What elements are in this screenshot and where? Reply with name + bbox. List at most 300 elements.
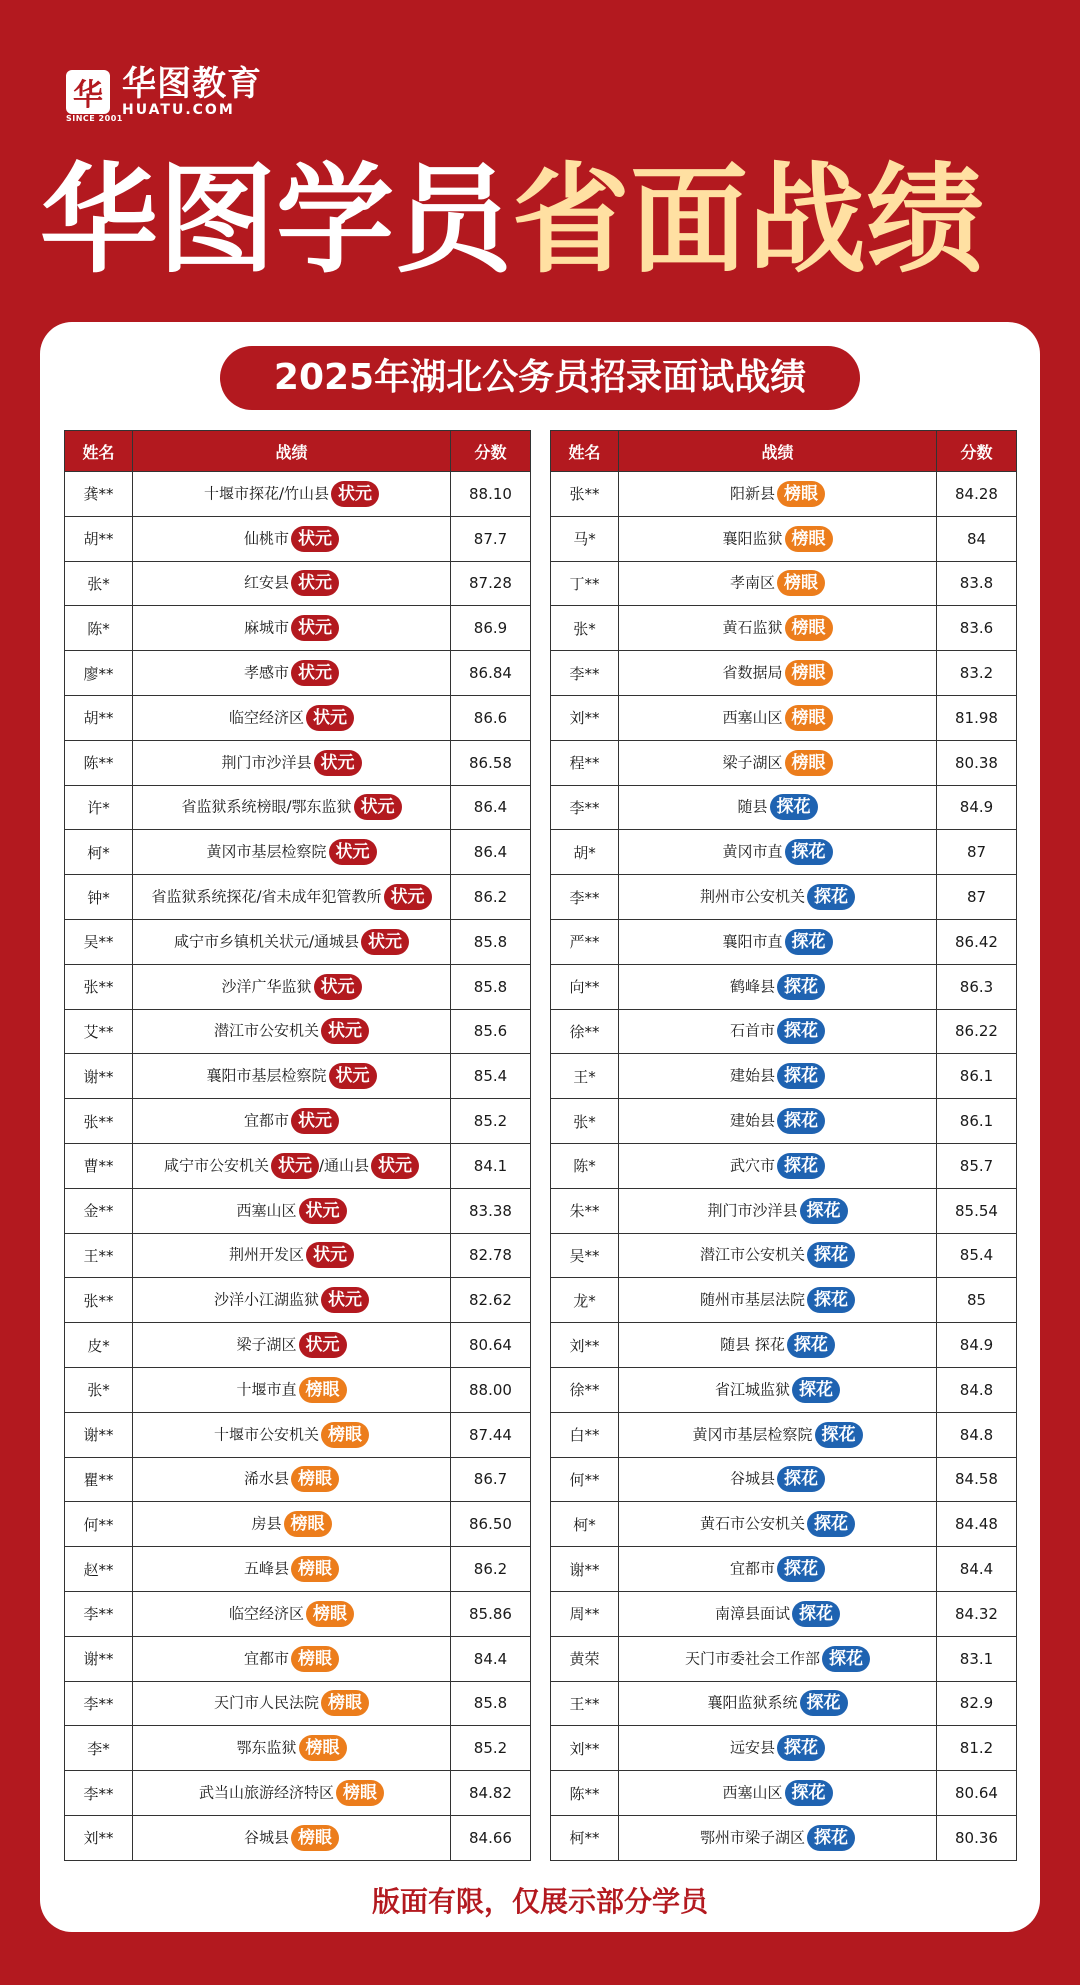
- rank-badge: 探花: [777, 1108, 825, 1134]
- cell-score: 82.62: [451, 1278, 531, 1323]
- col-header-name: 姓名: [551, 431, 619, 472]
- table-row: [551, 695, 1017, 740]
- cell-score: 86.1: [937, 1054, 1017, 1099]
- cell-score: 84.48: [937, 1502, 1017, 1547]
- cell-name: 李**: [551, 875, 619, 920]
- result-text: 黄冈市直: [722, 842, 783, 861]
- cell-result: [133, 1457, 451, 1502]
- rank-badge: 榜眼: [284, 1511, 332, 1537]
- cell-score: 84.9: [937, 785, 1017, 830]
- result-text: 天门市人民法院: [213, 1693, 319, 1712]
- cell-result: [133, 1233, 451, 1278]
- result-text: 沙洋广华监狱: [221, 977, 312, 996]
- cell-score: 83.8: [937, 561, 1017, 606]
- cell-score: 86.2: [451, 875, 531, 920]
- rank-badge: 探花: [807, 1242, 855, 1268]
- cell-score: 88.00: [451, 1367, 531, 1412]
- table-row: [551, 1591, 1017, 1636]
- table-header-row: [551, 431, 1017, 472]
- rank-badge: 榜眼: [299, 1377, 347, 1403]
- rank-badge: 探花: [785, 1780, 833, 1806]
- cell-name: 胡*: [551, 830, 619, 875]
- logo-domain: HUATU.COM: [122, 102, 235, 118]
- cell-name: 龙*: [551, 1278, 619, 1323]
- table-row: [65, 1143, 531, 1188]
- cell-result: [619, 1009, 937, 1054]
- cell-name: 李**: [551, 651, 619, 696]
- rank-badge: 探花: [807, 884, 855, 910]
- headline-yellow: 省面战绩: [512, 151, 985, 289]
- result-text: 咸宁市乡镇机关状元/通城县: [173, 932, 360, 951]
- cell-score: 87.44: [451, 1412, 531, 1457]
- cell-result: [133, 1099, 451, 1144]
- table-row: [65, 1726, 531, 1771]
- result-text: 省监狱系统探花/省未成年犯管教所: [151, 887, 382, 906]
- table-row: [65, 1054, 531, 1099]
- cell-name: 金**: [65, 1188, 133, 1233]
- cell-score: 84.9: [937, 1323, 1017, 1368]
- cell-result: [133, 1636, 451, 1681]
- cell-name: 柯*: [65, 830, 133, 875]
- rank-badge: 探花: [785, 929, 833, 955]
- table-row: [65, 1278, 531, 1323]
- cell-name: 吴**: [65, 919, 133, 964]
- rank-badge: 状元: [329, 839, 377, 865]
- cell-result: [133, 695, 451, 740]
- result-text: 黄石监狱: [722, 618, 783, 637]
- table-row: [551, 919, 1017, 964]
- cell-name: 何**: [551, 1457, 619, 1502]
- cell-score: 85.86: [451, 1591, 531, 1636]
- cell-result: [133, 1502, 451, 1547]
- rank-badge: 状元: [371, 1153, 419, 1179]
- result-text: 武当山旅游经济特区: [198, 1783, 334, 1802]
- rank-badge: 榜眼: [291, 1646, 339, 1672]
- result-text: /通山县: [318, 1156, 370, 1175]
- cell-name: 许*: [65, 785, 133, 830]
- rank-badge: 榜眼: [785, 750, 833, 776]
- result-text: 阳新县: [729, 484, 775, 503]
- cell-name: 朱**: [551, 1188, 619, 1233]
- result-text: 荆州市公安机关: [699, 887, 805, 906]
- cell-result: [619, 561, 937, 606]
- table-row: [65, 1502, 531, 1547]
- cell-name: 廖**: [65, 651, 133, 696]
- logo-since: SINCE 2001: [66, 114, 123, 123]
- cell-score: 84.1: [451, 1143, 531, 1188]
- cell-result: [619, 1636, 937, 1681]
- result-text: 襄阳市基层检察院: [206, 1066, 327, 1085]
- logo-name: 华图教育: [122, 64, 262, 104]
- cell-score: 84.32: [937, 1591, 1017, 1636]
- table-row: [551, 1636, 1017, 1681]
- cell-score: 86.84: [451, 651, 531, 696]
- result-text: 襄阳市直: [722, 932, 783, 951]
- cell-name: 胡**: [65, 516, 133, 561]
- rank-badge: 探花: [800, 1198, 848, 1224]
- table-row: [551, 516, 1017, 561]
- cell-result: [133, 606, 451, 651]
- table-row: [551, 875, 1017, 920]
- logo-mark-icon: 华: [66, 70, 110, 114]
- cell-name: 皮*: [65, 1323, 133, 1368]
- table-row: [65, 1591, 531, 1636]
- cell-name: 张**: [65, 1099, 133, 1144]
- cell-score: 81.2: [937, 1726, 1017, 1771]
- result-text: 黄石市公安机关: [699, 1514, 805, 1533]
- result-text: 建始县: [729, 1111, 775, 1130]
- cell-score: 83.2: [937, 651, 1017, 696]
- rank-badge: 状元: [329, 1063, 377, 1089]
- cell-name: 周**: [551, 1591, 619, 1636]
- cell-score: 83.6: [937, 606, 1017, 651]
- cell-score: 87.7: [451, 516, 531, 561]
- cell-result: [619, 1502, 937, 1547]
- cell-score: 85.7: [937, 1143, 1017, 1188]
- rank-badge: 榜眼: [785, 705, 833, 731]
- cell-result: [619, 472, 937, 517]
- rank-badge: 探花: [777, 1153, 825, 1179]
- rank-badge: 榜眼: [336, 1780, 384, 1806]
- results-table-right: [550, 430, 1017, 1861]
- cell-name: 李**: [65, 1771, 133, 1816]
- cell-name: 白**: [551, 1412, 619, 1457]
- cell-score: 80.36: [937, 1815, 1017, 1860]
- rank-badge: 探花: [792, 1377, 840, 1403]
- footer-note: 版面有限，仅展示部分学员: [371, 1885, 708, 1918]
- rank-badge: 榜眼: [785, 660, 833, 686]
- cell-score: 86.4: [451, 785, 531, 830]
- cell-result: [619, 740, 937, 785]
- table-row: [65, 1771, 531, 1816]
- table-row: [65, 1412, 531, 1457]
- table-body-right: [551, 472, 1017, 1861]
- cell-name: 谢**: [65, 1412, 133, 1457]
- result-text: 天门市委社会工作部: [684, 1649, 820, 1668]
- cell-name: 王*: [551, 1054, 619, 1099]
- cell-name: 徐**: [551, 1367, 619, 1412]
- result-text: 远安县: [729, 1738, 775, 1757]
- cell-score: 84.4: [451, 1636, 531, 1681]
- cell-name: 陈**: [551, 1771, 619, 1816]
- table-row: [551, 1009, 1017, 1054]
- subtitle-pill: 2025年湖北公务员招录面试战绩: [220, 346, 860, 410]
- cell-result: [619, 1681, 937, 1726]
- cell-name: 瞿**: [65, 1457, 133, 1502]
- result-text: 随县: [737, 797, 768, 816]
- col-header-score: 分数: [451, 431, 531, 472]
- table-row: [551, 1278, 1017, 1323]
- result-text: 潜江市公安机关: [213, 1021, 319, 1040]
- cell-name: 何**: [65, 1502, 133, 1547]
- cell-score: 86.9: [451, 606, 531, 651]
- cell-name: 龚**: [65, 472, 133, 517]
- result-text: 荆门市沙洋县: [707, 1201, 798, 1220]
- table-row: [65, 1099, 531, 1144]
- rank-badge: 榜眼: [321, 1422, 369, 1448]
- table-row: [65, 1323, 531, 1368]
- rank-badge: 探花: [777, 974, 825, 1000]
- result-text: 黄冈市基层检察院: [206, 842, 327, 861]
- table-row: [65, 1681, 531, 1726]
- cell-name: 向**: [551, 964, 619, 1009]
- cell-result: [133, 1726, 451, 1771]
- cell-name: 黄荣: [551, 1636, 619, 1681]
- rank-badge: 状元: [314, 974, 362, 1000]
- rank-badge: 状元: [291, 615, 339, 641]
- cell-score: 85.2: [451, 1099, 531, 1144]
- cell-name: 张*: [551, 606, 619, 651]
- result-text: 石首市: [729, 1021, 775, 1040]
- result-text: 武穴市: [729, 1156, 775, 1175]
- cell-name: 谢**: [551, 1547, 619, 1592]
- cell-score: 86.58: [451, 740, 531, 785]
- rank-badge: 状元: [299, 1198, 347, 1224]
- cell-name: 曹**: [65, 1143, 133, 1188]
- cell-name: 赵**: [65, 1547, 133, 1592]
- cell-result: [619, 785, 937, 830]
- cell-name: 钟*: [65, 875, 133, 920]
- table-header-row: [65, 431, 531, 472]
- result-text: 十堰市探花/竹山县: [203, 484, 330, 503]
- result-text: 省江城监狱: [714, 1380, 790, 1399]
- table-row: [65, 1367, 531, 1412]
- cell-score: 80.64: [937, 1771, 1017, 1816]
- result-text: 随州市基层法院: [699, 1290, 805, 1309]
- cell-result: [133, 830, 451, 875]
- cell-name: 谢**: [65, 1636, 133, 1681]
- cell-name: 王**: [65, 1233, 133, 1278]
- table-row: [65, 561, 531, 606]
- rank-badge: 探花: [777, 1556, 825, 1582]
- cell-name: 刘**: [551, 695, 619, 740]
- cell-result: [619, 964, 937, 1009]
- cell-score: 85.4: [937, 1233, 1017, 1278]
- cell-result: [133, 740, 451, 785]
- rank-badge: 状元: [321, 1018, 369, 1044]
- rank-badge: 榜眼: [785, 526, 833, 552]
- result-text: 省数据局: [722, 663, 783, 682]
- rank-badge: 榜眼: [299, 1735, 347, 1761]
- cell-result: [619, 651, 937, 696]
- rank-badge: 探花: [807, 1511, 855, 1537]
- cell-result: [133, 1054, 451, 1099]
- cell-name: 张*: [65, 561, 133, 606]
- huatu-logo: [66, 64, 262, 123]
- cell-name: 张*: [65, 1367, 133, 1412]
- cell-result: [619, 1367, 937, 1412]
- cell-name: 胡**: [65, 695, 133, 740]
- table-row: [65, 919, 531, 964]
- cell-name: 严**: [551, 919, 619, 964]
- rank-badge: 状元: [291, 570, 339, 596]
- cell-result: [619, 1457, 937, 1502]
- result-text: 麻城市: [243, 618, 289, 637]
- col-header-result: 战绩: [133, 431, 451, 472]
- cell-result: [619, 1143, 937, 1188]
- rank-badge: 探花: [787, 1332, 835, 1358]
- cell-name: 谢**: [65, 1054, 133, 1099]
- cell-result: [619, 1771, 937, 1816]
- table-row: [551, 651, 1017, 696]
- cell-score: 86.7: [451, 1457, 531, 1502]
- rank-badge: 状元: [306, 1242, 354, 1268]
- cell-score: 86.4: [451, 830, 531, 875]
- table-row: [65, 830, 531, 875]
- col-header-result: 战绩: [619, 431, 937, 472]
- table-row: [551, 1412, 1017, 1457]
- result-text: 建始县: [729, 1066, 775, 1085]
- rank-badge: 状元: [361, 929, 409, 955]
- rank-badge: 探花: [777, 1466, 825, 1492]
- rank-badge: 状元: [306, 705, 354, 731]
- cell-score: 84.66: [451, 1815, 531, 1860]
- result-text: 西塞山区: [722, 708, 783, 727]
- cell-result: [619, 1323, 937, 1368]
- table-row: [551, 1233, 1017, 1278]
- rank-badge: 探花: [777, 1735, 825, 1761]
- page-headline: [40, 150, 1040, 290]
- cell-score: 86.1: [937, 1099, 1017, 1144]
- cell-score: 86.3: [937, 964, 1017, 1009]
- cell-name: 陈**: [65, 740, 133, 785]
- cell-score: 85.4: [451, 1054, 531, 1099]
- cell-result: [619, 1815, 937, 1860]
- cell-result: [133, 964, 451, 1009]
- cell-result: [619, 695, 937, 740]
- cell-score: 80.38: [937, 740, 1017, 785]
- table-row: [551, 1054, 1017, 1099]
- table-row: [65, 785, 531, 830]
- cell-result: [133, 919, 451, 964]
- cell-score: 85.8: [451, 919, 531, 964]
- cell-score: 84.82: [451, 1771, 531, 1816]
- cell-result: [133, 1771, 451, 1816]
- cell-name: 李**: [551, 785, 619, 830]
- result-text: 宜都市: [243, 1111, 289, 1130]
- result-text: 房县: [251, 1514, 282, 1533]
- table-row: [551, 1726, 1017, 1771]
- rank-badge: 状元: [321, 1287, 369, 1313]
- cell-name: 张*: [551, 1099, 619, 1144]
- cell-score: 86.6: [451, 695, 531, 740]
- rank-badge: 榜眼: [291, 1466, 339, 1492]
- table-row: [65, 472, 531, 517]
- result-text: 仙桃市: [243, 529, 289, 548]
- cell-result: [133, 472, 451, 517]
- result-text: 襄阳监狱系统: [707, 1693, 798, 1712]
- rank-badge: 探花: [792, 1601, 840, 1627]
- cell-score: 80.64: [451, 1323, 531, 1368]
- result-text: 襄阳监狱: [722, 529, 783, 548]
- table-row: [65, 1009, 531, 1054]
- rank-badge: 状元: [291, 1108, 339, 1134]
- cell-name: 李**: [65, 1681, 133, 1726]
- table-row: [65, 1636, 531, 1681]
- rank-badge: 榜眼: [321, 1690, 369, 1716]
- headline-white: 华图学员: [40, 151, 513, 289]
- cell-score: 83.1: [937, 1636, 1017, 1681]
- cell-name: 刘**: [65, 1815, 133, 1860]
- cell-score: 88.10: [451, 472, 531, 517]
- table-body-left: [65, 472, 531, 1861]
- cell-result: [619, 919, 937, 964]
- results-table-left: [64, 430, 531, 1861]
- rank-badge: 榜眼: [785, 615, 833, 641]
- result-text: 浠水县: [243, 1469, 289, 1488]
- cell-result: [133, 785, 451, 830]
- result-text: 荆州开发区: [228, 1245, 304, 1264]
- result-text: 十堰市公安机关: [213, 1425, 319, 1444]
- table-row: [551, 1815, 1017, 1860]
- cell-name: 柯**: [551, 1815, 619, 1860]
- cell-result: [619, 516, 937, 561]
- cell-score: 82.78: [451, 1233, 531, 1278]
- table-row: [65, 1188, 531, 1233]
- result-text: 西塞山区: [236, 1201, 297, 1220]
- table-row: [551, 964, 1017, 1009]
- table-row: [65, 516, 531, 561]
- result-text: 荆门市沙洋县: [221, 753, 312, 772]
- result-text: 随县 探花: [720, 1335, 785, 1354]
- table-row: [65, 875, 531, 920]
- result-text: 宜都市: [729, 1559, 775, 1578]
- table-row: [551, 1143, 1017, 1188]
- cell-name: 马*: [551, 516, 619, 561]
- result-text: 五峰县: [243, 1559, 289, 1578]
- cell-result: [619, 1278, 937, 1323]
- cell-name: 张**: [65, 1278, 133, 1323]
- cell-score: 85.6: [451, 1009, 531, 1054]
- rank-badge: 探花: [770, 794, 818, 820]
- cell-result: [619, 875, 937, 920]
- cell-name: 张**: [551, 472, 619, 517]
- cell-name: 王**: [551, 1681, 619, 1726]
- cell-result: [619, 1233, 937, 1278]
- table-row: [551, 1099, 1017, 1144]
- rank-badge: 探花: [807, 1287, 855, 1313]
- rank-badge: 探花: [785, 839, 833, 865]
- cell-score: 84: [937, 516, 1017, 561]
- cell-result: [619, 1412, 937, 1457]
- table-row: [65, 1815, 531, 1860]
- cell-score: 81.98: [937, 695, 1017, 740]
- cell-score: 84.28: [937, 472, 1017, 517]
- cell-score: 84.58: [937, 1457, 1017, 1502]
- cell-score: 86.50: [451, 1502, 531, 1547]
- cell-score: 87.28: [451, 561, 531, 606]
- table-row: [551, 740, 1017, 785]
- cell-name: 刘**: [551, 1323, 619, 1368]
- cell-score: 85.8: [451, 1681, 531, 1726]
- rank-badge: 探花: [822, 1646, 870, 1672]
- cell-score: 85.2: [451, 1726, 531, 1771]
- table-row: [551, 1323, 1017, 1368]
- cell-score: 86.22: [937, 1009, 1017, 1054]
- cell-result: [619, 1099, 937, 1144]
- results-card: [40, 322, 1040, 1932]
- cell-score: 84.4: [937, 1547, 1017, 1592]
- cell-score: 87: [937, 830, 1017, 875]
- cell-score: 85: [937, 1278, 1017, 1323]
- rank-badge: 状元: [331, 481, 379, 507]
- result-text: 黄冈市基层检察院: [692, 1425, 813, 1444]
- cell-result: [133, 561, 451, 606]
- result-text: 宜都市: [243, 1649, 289, 1668]
- table-row: [65, 606, 531, 651]
- col-header-name: 姓名: [65, 431, 133, 472]
- cell-score: 86.42: [937, 919, 1017, 964]
